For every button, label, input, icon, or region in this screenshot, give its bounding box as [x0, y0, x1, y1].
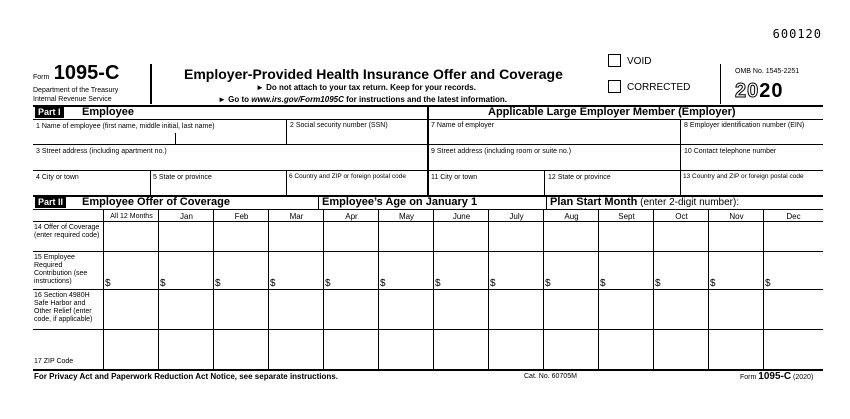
corrected-checkbox[interactable] — [608, 80, 621, 93]
month-sept: Sept — [618, 212, 635, 221]
month-all12: All 12 Months — [110, 213, 153, 220]
dollar-may: $ — [380, 278, 386, 289]
dollar-dec: $ — [765, 278, 771, 289]
catalog-number: Cat. No. 60705M — [524, 373, 577, 380]
omb-number: OMB No. 1545-2251 — [735, 68, 800, 75]
field-11-label: 11 City or town — [431, 174, 478, 181]
dollar-all12: $ — [105, 278, 111, 289]
instruction-line-2 — [218, 95, 507, 104]
line-16-label: 16 Section 4980H Safe Harbor and Other Relief (enter code, if applicable) — [34, 292, 93, 323]
irs-link[interactable]: www.irs.gov/Form1095C — [251, 95, 344, 104]
field-9-label: 9 Street address (including room or suite no.) — [431, 148, 572, 155]
employee-section-title: Employee — [82, 106, 134, 118]
dollar-sept: $ — [600, 278, 606, 289]
instruction-line-1: ► Do not attach to your tax return. Keep for your records. — [256, 83, 476, 92]
dollar-july: $ — [490, 278, 496, 289]
part1-label: Part I — [35, 107, 64, 118]
treasury-dept: Department of the Treasury — [33, 87, 119, 94]
irs-label: Internal Revenue Service — [33, 96, 112, 103]
line-15-label: 15 Employee Required Contribution (see instructions) — [34, 254, 88, 285]
instr2-prefix: ► Go to — [218, 95, 252, 104]
privacy-notice: For Privacy Act and Paperwork Reduction Act Notice, see separate instructions. — [34, 372, 338, 381]
month-nov: Nov — [729, 212, 744, 221]
tax-year — [735, 80, 784, 103]
field-13-label: 13 Country and ZIP or foreign postal code — [683, 173, 804, 180]
line-14-label: 14 Offer of Coverage (enter required code) — [34, 224, 100, 239]
dollar-aug: $ — [545, 278, 551, 289]
dollar-apr: $ — [325, 278, 331, 289]
form-title: Employer-Provided Health Insurance Offer and Coverage — [184, 66, 563, 82]
line-17-label: 17 ZIP Code — [34, 358, 74, 365]
offer-section-title: Employee Offer of Coverage — [82, 196, 230, 208]
field-2-label: 2 Social security number (SSN) — [290, 122, 388, 129]
month-may: May — [398, 212, 415, 221]
month-dec: Dec — [786, 212, 801, 221]
month-apr: Apr — [345, 212, 358, 221]
form-number: 1095-C — [53, 62, 120, 84]
footer-year: (2020) — [791, 374, 814, 381]
instr2-suffix: for instructions and the latest information. — [343, 95, 507, 104]
field-6-label: 6 Country and ZIP or foreign postal code — [289, 173, 406, 180]
age-title: Employee’s Age on January 1 — [322, 196, 478, 208]
void-checkbox[interactable] — [608, 54, 621, 67]
field-12-label: 12 State or province — [548, 174, 611, 181]
field-10-label: 10 Contact telephone number — [684, 148, 777, 155]
corrected-label: CORRECTED — [627, 82, 691, 93]
field-7-label: 7 Name of employer — [431, 122, 495, 129]
field-4-label: 4 City or town — [36, 174, 79, 181]
month-oct: Oct — [675, 212, 688, 221]
plan-start-bold: Plan Start Month — [550, 196, 638, 208]
month-jan: Jan — [180, 212, 193, 221]
footer-form-number: 1095-C — [758, 371, 792, 382]
dollar-nov: $ — [710, 278, 716, 289]
plan-start-title — [550, 196, 739, 209]
plan-start-rest: (enter 2-digit number): — [637, 197, 740, 208]
month-june: June — [452, 212, 471, 221]
month-feb: Feb — [234, 212, 249, 221]
dollar-feb: $ — [215, 278, 221, 289]
form-identifier — [33, 62, 119, 85]
footer-form-id — [740, 371, 813, 382]
dollar-oct: $ — [655, 278, 661, 289]
part2-label: Part II — [35, 197, 66, 208]
month-july: July — [509, 212, 524, 221]
field-5-label: 5 State or province — [153, 174, 212, 181]
field-8-label: 8 Employer identification number (EIN) — [684, 122, 805, 129]
employer-section-title: Applicable Large Employer Member (Employer) — [488, 106, 736, 118]
footer-form-word: Form — [740, 374, 759, 381]
dollar-mar: $ — [270, 278, 276, 289]
year-bold: 20 — [759, 80, 784, 102]
form-word: Form — [33, 74, 50, 81]
form-code: 600120 — [772, 27, 822, 41]
void-label: VOID — [627, 56, 652, 67]
year-outline: 20 — [735, 80, 760, 102]
field-1-label: 1 Name of employee (first name, middle initial, last name) — [36, 123, 215, 130]
field-3-label: 3 Street address (including apartment no.) — [36, 148, 167, 155]
month-mar: Mar — [289, 212, 304, 221]
month-aug: Aug — [564, 212, 579, 221]
dollar-jan: $ — [160, 278, 166, 289]
dollar-june: $ — [435, 278, 441, 289]
